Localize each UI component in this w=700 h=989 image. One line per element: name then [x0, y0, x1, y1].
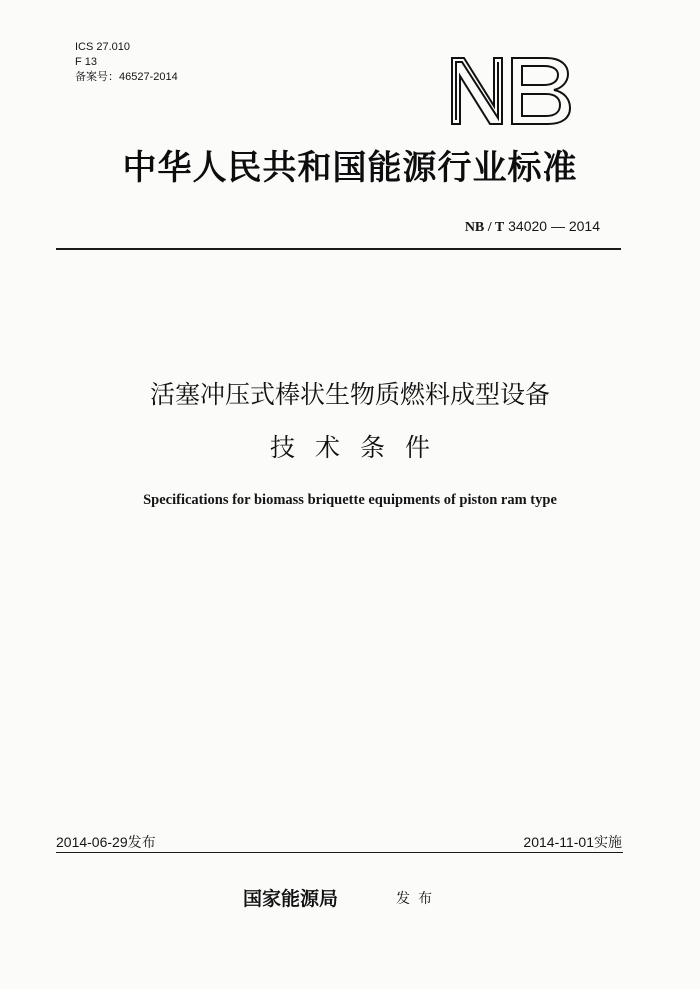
- classification-block: [75, 40, 178, 85]
- implementation-date: 2014-11-01实施: [523, 834, 622, 850]
- nb-logo: [450, 56, 572, 126]
- document-title-line1: 活塞冲压式棒状生物质燃料成型设备: [149, 380, 550, 409]
- standard-number: [465, 218, 600, 236]
- standard-code: 34020 — 2014: [504, 218, 600, 234]
- filing-number: 备案号：46527-2014: [75, 71, 178, 83]
- ccs-code: F 13: [75, 56, 98, 68]
- publisher-name: 国家能源局: [243, 888, 339, 910]
- organization-standard-title: 中华人民共和国能源行业标准: [122, 148, 578, 188]
- document-title-line2: 技术条件: [269, 433, 450, 462]
- publish-label: 发布: [396, 891, 440, 907]
- document-title-english: Specifications for biomass briquette equipments of piston ram type: [143, 492, 557, 508]
- header-divider: [56, 248, 621, 250]
- issue-date: 2014-06-29发布: [56, 834, 156, 850]
- standard-prefix: NB / T: [464, 220, 505, 235]
- ics-code: ICS 27.010: [75, 41, 131, 53]
- footer-divider: [56, 852, 623, 853]
